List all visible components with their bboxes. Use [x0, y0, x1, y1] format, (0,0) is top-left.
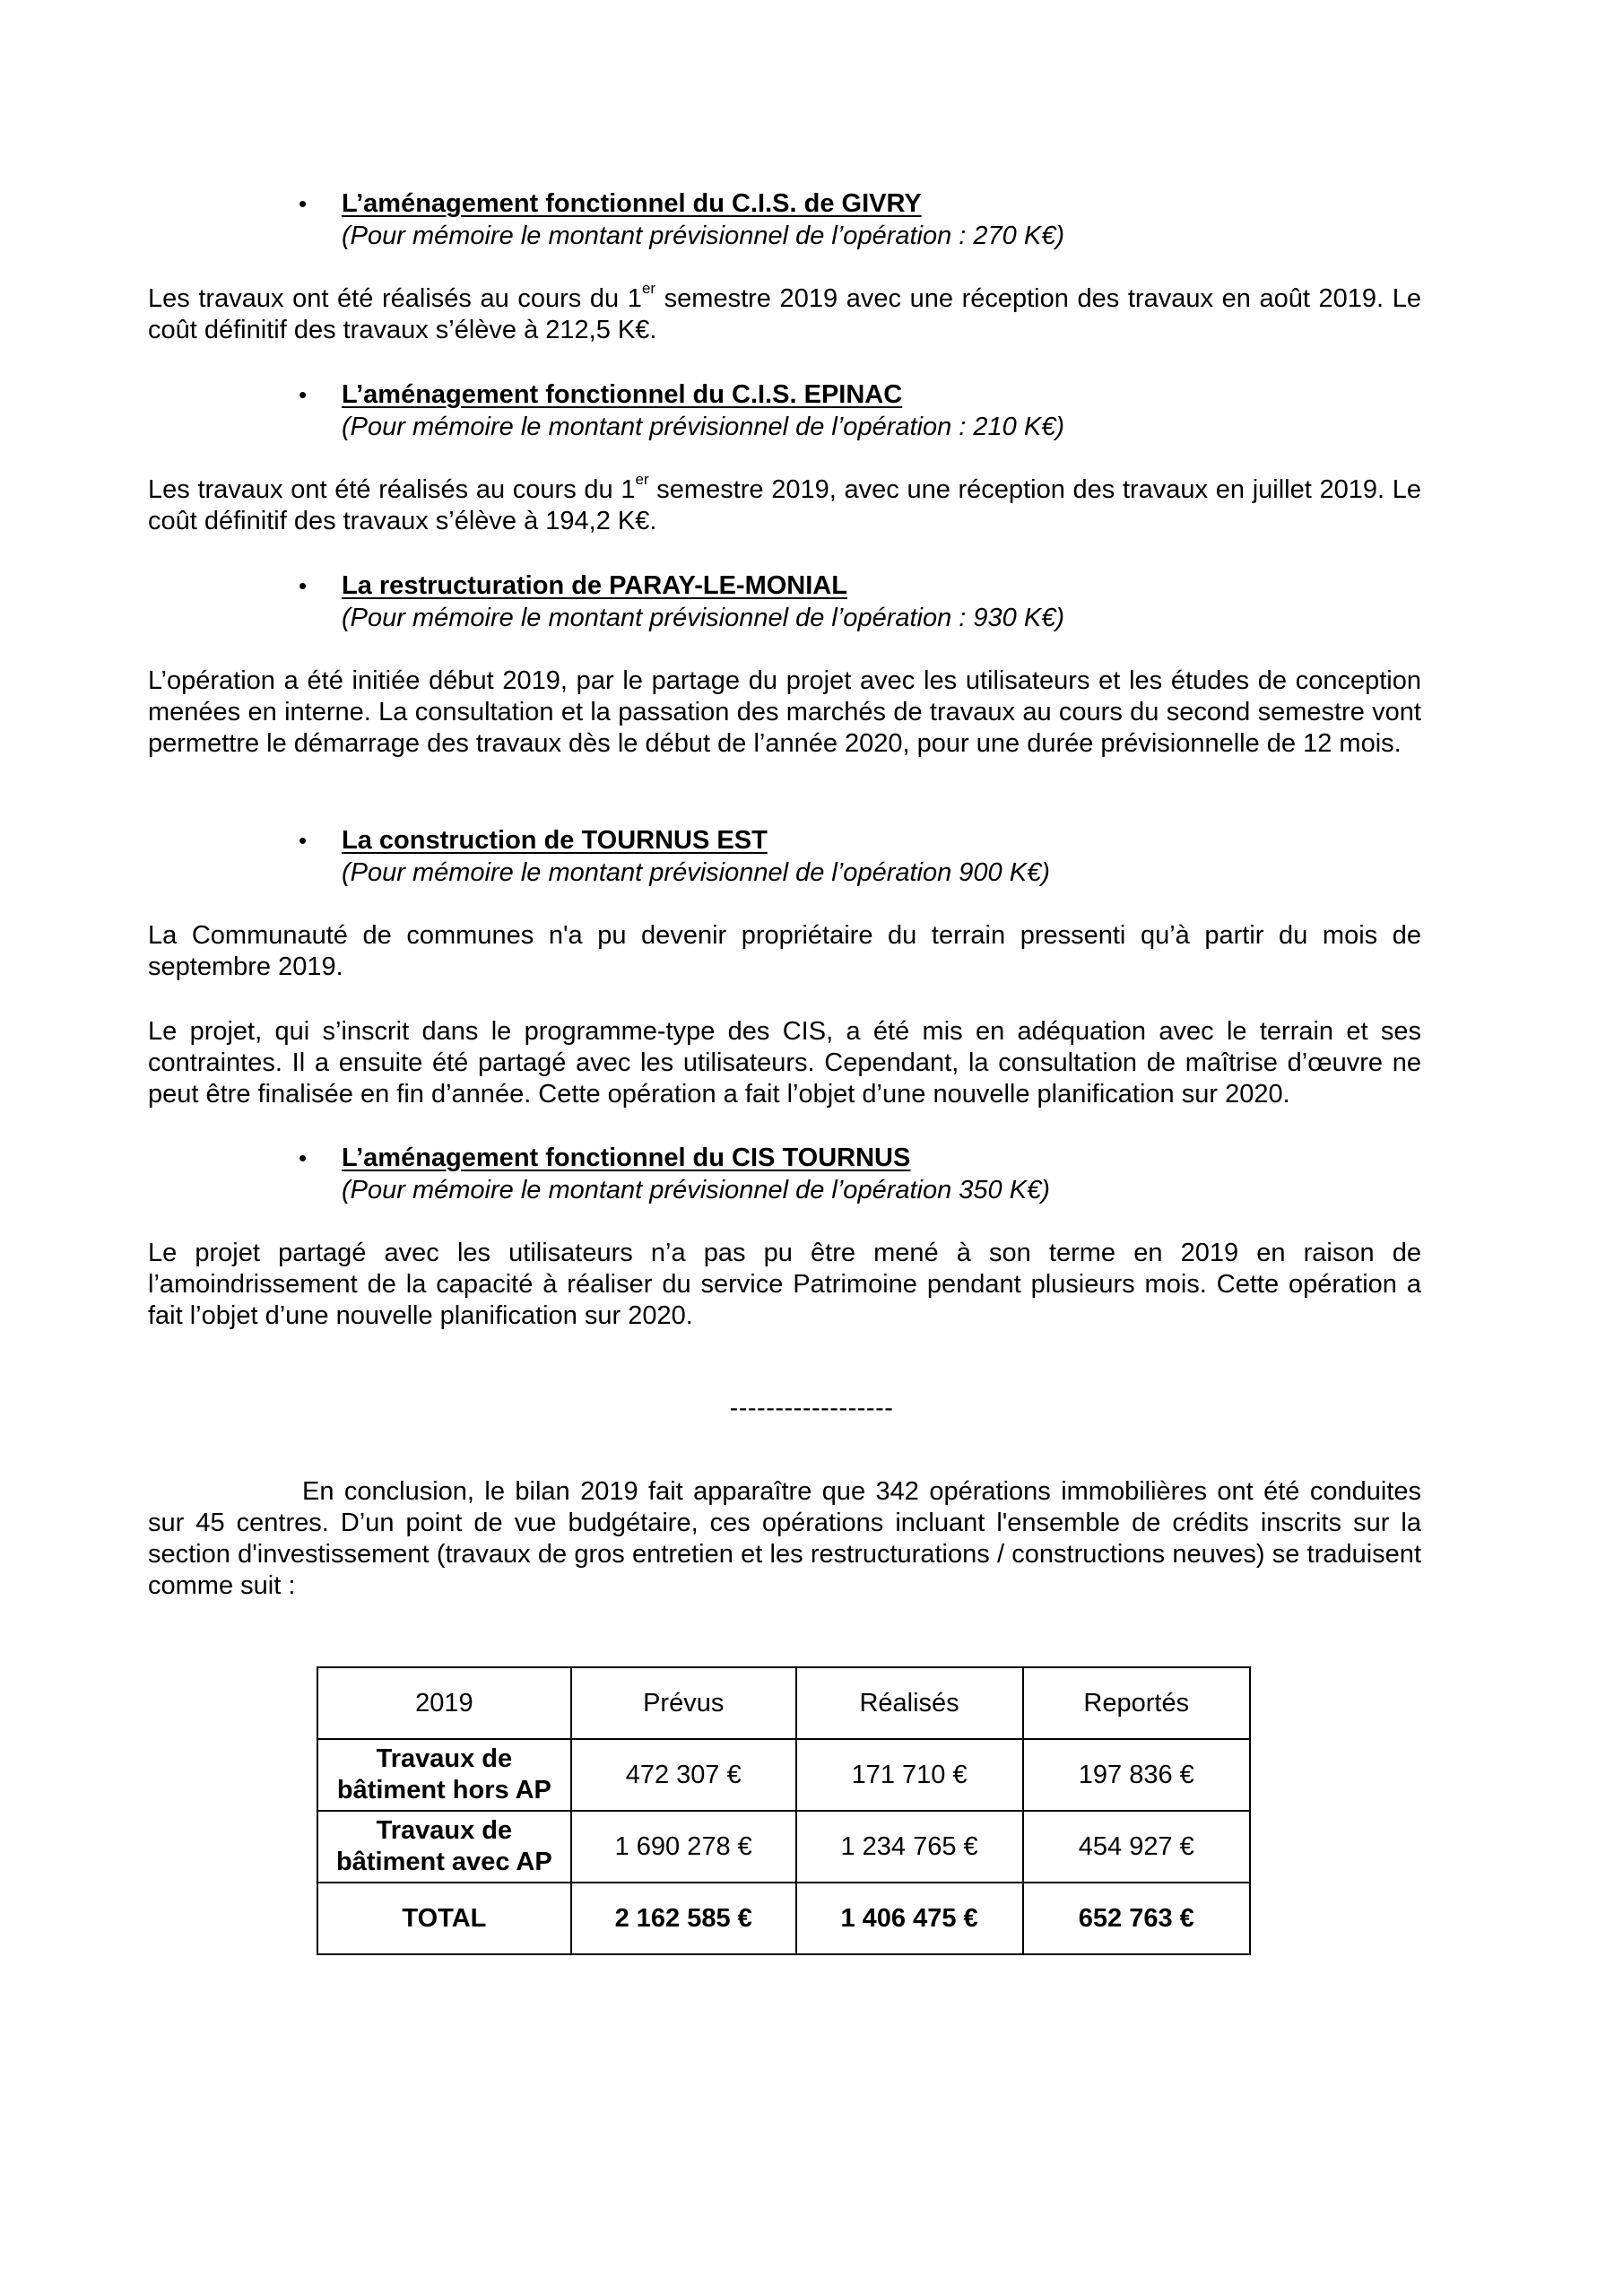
table-row-label: Travaux de bâtiment avec AP: [317, 1811, 571, 1883]
bullet-icon: •: [299, 190, 308, 217]
section-memo: (Pour mémoire le montant prévisionnel de l’opération : 210 K€): [342, 413, 1064, 441]
table-total-cell: 2 162 585 €: [571, 1883, 796, 1954]
table-cell: 1 690 278 €: [571, 1811, 796, 1883]
paragraph: L’opération a été initiée début 2019, par le partage du projet avec les utilisateurs et les études de conception menées en interne. La consultation et la passation des marchés de travaux au cours du second semestre vont permettre le démarrage des travaux dès le début de l’année 2020, pour une durée prévisionnelle de 12 mois.: [148, 666, 1421, 758]
table-header-cell: Réalisés: [796, 1667, 1023, 1739]
paragraph: Le projet, qui s’inscrit dans le programme-type des CIS, a été mis en adéquation avec le terrain et ses contraintes. Il a ensuite été partagé avec les utilisateurs. Cependant, la consultation de maîtrise d’œuvre ne peut être finalisée en fin d’année. Cette opération a fait l’objet d’une nouvelle planification sur 2020.: [148, 1017, 1421, 1109]
table-cell: 472 307 €: [571, 1739, 796, 1811]
budget-table: [317, 1666, 1251, 1955]
table-cell: 1 234 765 €: [796, 1811, 1023, 1883]
table-header-cell: Prévus: [571, 1667, 796, 1739]
conclusion-paragraph: En conclusion, le bilan 2019 fait apparaître que 342 opérations immobilières ont été conduites sur 45 centres. D’un point de vue budgétaire, ces opérations incluant l'ensemble de crédits inscrits sur la section d'investissement (travaux de gros entretien et les restructurations / constructions neuves) se traduisent comme suit :: [148, 1477, 1421, 1600]
separator: ------------------: [729, 1394, 894, 1422]
bullet-icon: •: [299, 827, 308, 854]
table-row: [317, 1739, 1250, 1811]
section-memo: (Pour mémoire le montant prévisionnel de l’opération : 930 K€): [342, 604, 1064, 632]
section-title: La restructuration de PARAY-LE-MONIAL: [342, 571, 847, 600]
table-cell: 454 927 €: [1023, 1811, 1250, 1883]
paragraph: Le projet partagé avec les utilisateurs n’a pas pu être mené à son terme en 2019 en raison de l’amoindrissement de la capacité à réaliser du service Patrimoine pendant plusieurs mois. Cette opération a fait l’objet d’une nouvelle planification sur 2020.: [148, 1239, 1421, 1330]
paragraph: Les travaux ont été réalisés au cours du 1er semestre 2019, avec une réception des travaux en juillet 2019. Le coût définitif des travaux s’élève à 194,2 K€.: [148, 471, 1421, 535]
section-memo: (Pour mémoire le montant prévisionnel de l’opération : 270 K€): [342, 222, 1064, 250]
table-cell: 171 710 €: [796, 1739, 1023, 1811]
section-title: L’aménagement fonctionnel du C.I.S. de GIVRY: [342, 189, 922, 218]
table-total-row: [317, 1883, 1250, 1954]
section-title: La construction de TOURNUS EST: [342, 826, 768, 855]
paragraph: Les travaux ont été réalisés au cours du 1er semestre 2019 avec une réception des travaux en août 2019. Le coût définitif des travaux s’élève à 212,5 K€.: [148, 280, 1421, 344]
bullet-icon: •: [299, 381, 308, 408]
table-row-label: Travaux de bâtiment hors AP: [317, 1739, 571, 1811]
table-header-cell: Reportés: [1023, 1667, 1250, 1739]
bullet-icon: •: [299, 1144, 308, 1171]
table-header-row: [317, 1667, 1250, 1739]
section-memo: (Pour mémoire le montant prévisionnel de l’opération 900 K€): [342, 858, 1050, 887]
table-row: [317, 1811, 1250, 1883]
table-total-label: TOTAL: [317, 1883, 571, 1954]
bullet-icon: •: [299, 572, 308, 599]
table-total-cell: 652 763 €: [1023, 1883, 1250, 1954]
table-cell: 197 836 €: [1023, 1739, 1250, 1811]
section-memo: (Pour mémoire le montant prévisionnel de l’opération 350 K€): [342, 1176, 1050, 1205]
table-header-cell: 2019: [317, 1667, 571, 1739]
table-total-cell: 1 406 475 €: [796, 1883, 1023, 1954]
section-title: L’aménagement fonctionnel du C.I.S. EPINAC: [342, 380, 903, 409]
paragraph: La Communauté de communes n'a pu devenir propriétaire du terrain pressenti qu’à partir du mois de septembre 2019.: [148, 921, 1421, 981]
section-title: L’aménagement fonctionnel du CIS TOURNUS: [342, 1144, 911, 1172]
